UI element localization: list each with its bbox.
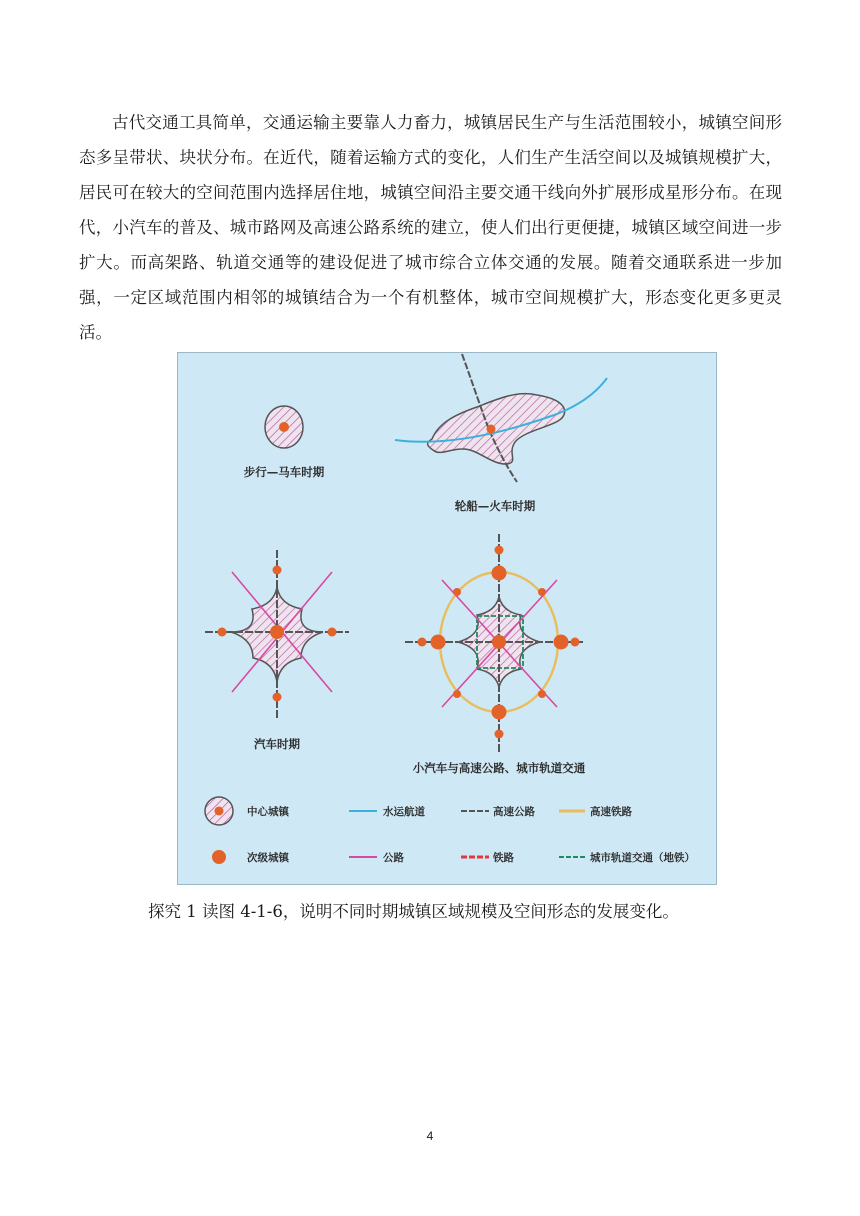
- center-dot-steamship: [487, 425, 496, 434]
- panel-steamship-label: 轮船—火车时期: [454, 499, 536, 513]
- panel-automobile-label: 汽车时期: [254, 737, 300, 751]
- panel-modern-label: 小汽车与高速公路、城市轨道交通: [412, 761, 586, 775]
- secondary-town: [453, 588, 461, 596]
- center-dot-walking: [279, 422, 289, 432]
- legend-urban-rail-label: 城市轨道交通（地铁）: [590, 852, 695, 864]
- secondary-town: [218, 628, 227, 637]
- secondary-town: [495, 546, 504, 555]
- legend-central-town-label: 中心城镇: [247, 806, 289, 818]
- legend-railway-label: 铁路: [493, 852, 514, 864]
- secondary-town: [538, 690, 546, 698]
- panel-walking-label: 步行—马车时期: [243, 465, 325, 479]
- secondary-town: [453, 690, 461, 698]
- secondary-town: [328, 628, 337, 637]
- secondary-town: [273, 693, 282, 702]
- secondary-town: [554, 635, 569, 650]
- legend-high-speed-rail-label: 高速铁路: [590, 806, 632, 818]
- legend-secondary-town-label: 次级城镇: [247, 852, 289, 864]
- legend-road-label: 公路: [383, 852, 404, 864]
- legend-expressway-label: 高速公路: [493, 806, 535, 818]
- urban-form-figure: [177, 352, 717, 885]
- page-number: 4: [426, 1129, 434, 1143]
- center-dot-modern: [492, 635, 506, 649]
- secondary-town: [538, 588, 546, 596]
- body-paragraph: 古代交通工具简单，交通运输主要靠人力畜力，城镇居民生产与生活范围较小，城镇空间形态多呈带状、块状分布。在近代，随着运输方式的变化，人们生产生活空间以及城镇规模扩大，居民可在较大的空间范围内选择居住地，城镇空间沿主要交通干线向外扩展形成星形分布。在现代，小汽车的普及、城市路网及高速公路系统的建立，使人们出行更便捷，城镇区域空间进一步扩大。而高架路、轨道交通等的建设促进了城市综合立体交通的发展。随着交通联系进一步加强，一定区域范围内相邻的城镇结合为一个有机整体，城市空间规模扩大，形态变化更多更灵活。: [79, 113, 782, 342]
- center-dot-automobile: [270, 625, 284, 639]
- secondary-town: [273, 566, 282, 575]
- secondary-town: [431, 635, 446, 650]
- secondary-town: [492, 705, 507, 720]
- secondary-town: [495, 730, 504, 739]
- secondary-town: [571, 638, 580, 647]
- secondary-town: [418, 638, 427, 647]
- legend-secondary-town-symbol: [212, 850, 226, 864]
- secondary-town: [492, 566, 507, 581]
- figure-caption: 探究 1 读图 4-1-6，说明不同时期城镇区域规模及空间形态的发展变化。: [148, 902, 679, 921]
- legend-waterway-label: 水运航道: [383, 806, 425, 818]
